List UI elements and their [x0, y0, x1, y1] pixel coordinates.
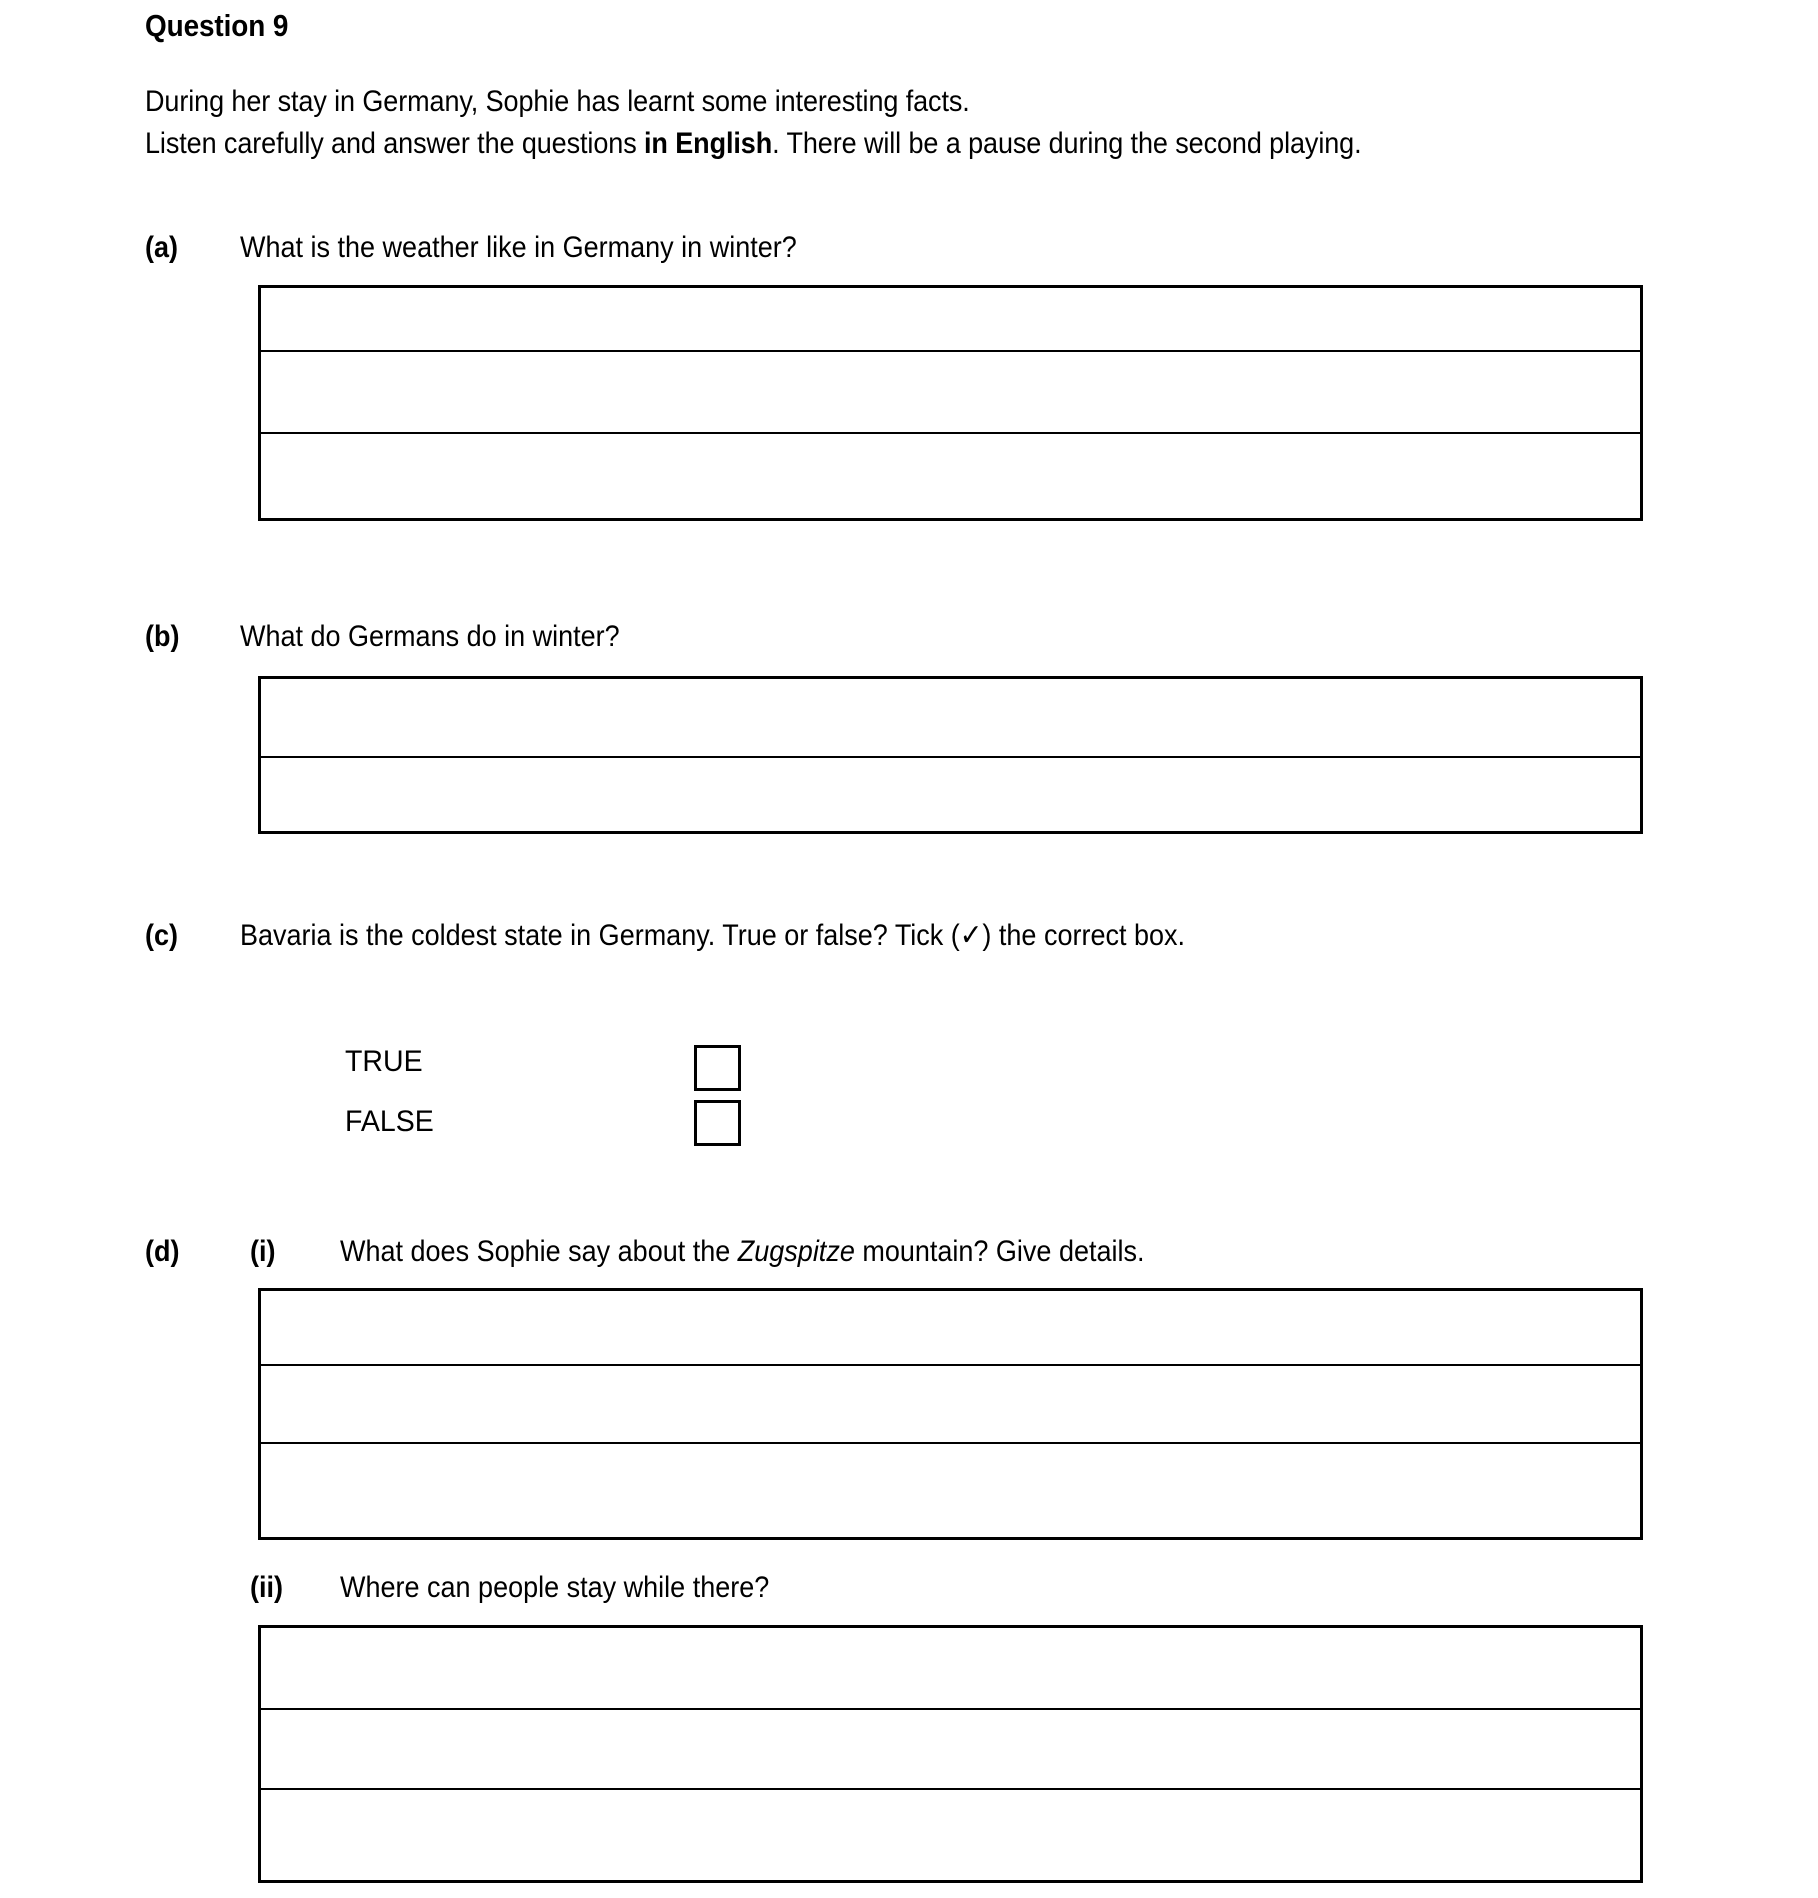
intro-line-2-emphasis: in English [644, 127, 773, 160]
answer-box-b[interactable] [258, 676, 1643, 834]
question-d-i-text-post: mountain? Give details. [854, 1235, 1145, 1268]
checkbox-false[interactable] [694, 1100, 741, 1146]
answer-line[interactable] [261, 1790, 1640, 1880]
question-d-i-italic-term: Zugspitze [737, 1235, 855, 1268]
question-d-ii-text: Where can people stay while there? [340, 1571, 770, 1604]
answer-line[interactable] [261, 758, 1640, 831]
question-a-label: (a) [145, 231, 179, 264]
question-b-text: What do Germans do in winter? [240, 620, 620, 653]
question-d-i-label: (i) [250, 1235, 276, 1268]
question-a-text: What is the weather like in Germany in winter? [240, 231, 797, 264]
intro-line-2 [145, 122, 1362, 166]
intro-line-1: During her stay in Germany, Sophie has learnt some interesting facts. [145, 85, 970, 118]
answer-line[interactable] [261, 352, 1640, 434]
answer-line[interactable] [261, 1291, 1640, 1366]
answer-line[interactable] [261, 288, 1640, 352]
answer-line[interactable] [261, 679, 1640, 758]
answer-box-d-ii[interactable] [258, 1625, 1643, 1883]
question-d-ii-label: (ii) [250, 1571, 283, 1604]
page-title: Question 9 [145, 8, 289, 43]
question-d-i-text [340, 1232, 1145, 1272]
option-false-label: FALSE [345, 1105, 434, 1138]
question-c-text: Bavaria is the coldest state in Germany. True or false? Tick (✓) the correct box. [240, 919, 1185, 952]
answer-line[interactable] [261, 1710, 1640, 1790]
question-b-label: (b) [145, 620, 180, 653]
intro-line-2-pre: Listen carefully and answer the questions [145, 127, 645, 160]
answer-line[interactable] [261, 1628, 1640, 1710]
intro-line-2-post: . There will be a pause during the second playing. [772, 127, 1362, 160]
answer-box-d-i[interactable] [258, 1288, 1643, 1540]
answer-box-a[interactable] [258, 285, 1643, 521]
answer-line[interactable] [261, 1366, 1640, 1444]
question-d-label: (d) [145, 1235, 180, 1268]
checkbox-true[interactable] [694, 1045, 741, 1091]
answer-line[interactable] [261, 434, 1640, 518]
option-true-label: TRUE [345, 1045, 423, 1078]
answer-line[interactable] [261, 1444, 1640, 1537]
question-c-label: (c) [145, 919, 179, 952]
question-d-i-text-pre: What does Sophie say about the [340, 1235, 738, 1268]
